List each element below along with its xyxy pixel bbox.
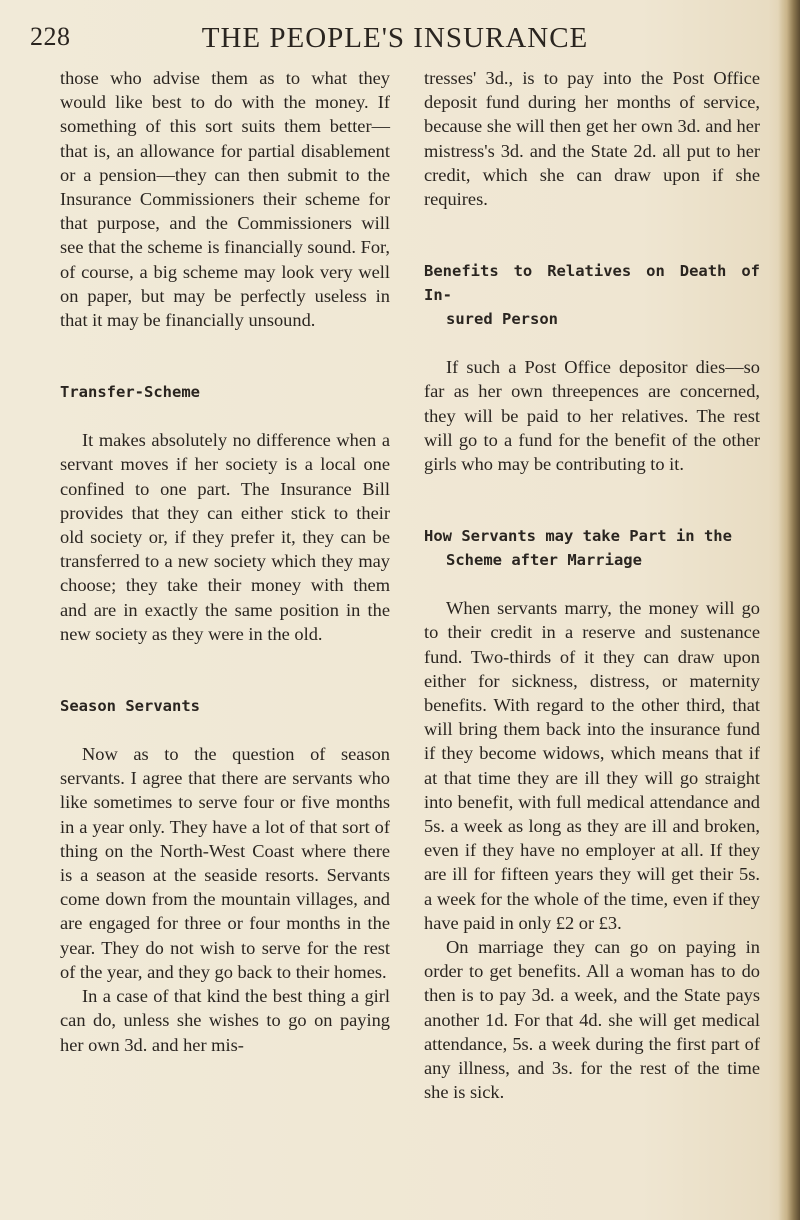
section-heading: Season Servants xyxy=(60,697,200,716)
paragraph: If such a Post Office depositor dies—so far as her own threepences are concerned, they will be paid to her relatives. The rest will go to a fund for the benefit of the other girls who may be contributing to it. xyxy=(424,357,760,475)
paragraph: When servants marry, the money will go to their credit in a reserve and sustenance fund. Two-thirds of it they can draw upon either for sickness, distress, or maternity benefits. With regard to the other third, that will bring them back into the insurance fund if they become widows, which means that if at that time they are ill they will go straight into benefit, with full medical attendance and 5s. a week as long as they are ill and broken, even if they have no employer at all. If they are ill for fifteen years they will get their 5s. a week for the whole of the time, even if they have paid in only £2 or £3. xyxy=(424,598,760,933)
paragraph: tresses' 3d., is to pay into the Post Office deposit fund during her months of service, because she will then get her own 3d. and her mistress's 3d. and the State 2d. all put to her credit, which she can draw upon if she requires. xyxy=(424,68,760,210)
left-column xyxy=(60,66,390,1057)
section-heading-line: Benefits to Relatives on Death of In- xyxy=(424,262,760,305)
section-heading xyxy=(424,524,760,572)
page-number: 228 xyxy=(30,22,71,51)
section-heading-line: How Servants may take Part in the xyxy=(424,527,732,546)
running-head: THE PEOPLE'S INSURANCE xyxy=(201,22,589,54)
section-heading-line: sured Person xyxy=(446,310,558,329)
paragraph: those who advise them as to what they would like best to do with the money. If something of this sort suits them better—that is, an allowance for partial disablement or a pension—they can then submit to the Insurance Commissioners their scheme for that purpose, and the Commissioners will see that the scheme is financially sound. For, of course, a big scheme may look very well on paper, but may be perfectly useless in that it may be financially unsound. xyxy=(60,68,390,331)
paragraph: It makes absolutely no difference when a servant moves if her society is a local one confined to one part. The Insurance Bill provides that they can either stick to their old society or, if they prefer it, they can be transferred to a new society which they may choose; they take their money with them and are in exactly the same position in the new society as they were in the old. xyxy=(60,430,390,644)
page-header xyxy=(0,22,790,62)
paragraph: Now as to the question of season servants. I agree that there are servants who like sometimes to serve four or five months in a year only. They have a lot of that sort of thing on the North-West Coast where there is a season at the seaside resorts. Servants come down from the mountain villages, and are engaged for three or four months in the year. They do not wish to serve for the rest of the year, and they go back to their homes. xyxy=(60,744,390,982)
paragraph: On marriage they can go on paying in order to get benefits. All a woman has to do then is to pay 3d. a week, and the State pays another 1d. For that 4d. she will get medical attendance, 5s. a week during the first part of any illness, and 3s. for the rest of the time she is sick. xyxy=(424,937,760,1103)
section-heading: Transfer-Scheme xyxy=(60,383,200,402)
right-column xyxy=(424,66,760,1105)
page-edge-shadow xyxy=(778,0,800,1220)
paragraph: In a case of that kind the best thing a girl can do, unless she wishes to go on paying her own 3d. and her mis- xyxy=(60,986,390,1055)
section-heading-line: Scheme after Marriage xyxy=(446,551,642,570)
section-heading xyxy=(424,259,760,331)
